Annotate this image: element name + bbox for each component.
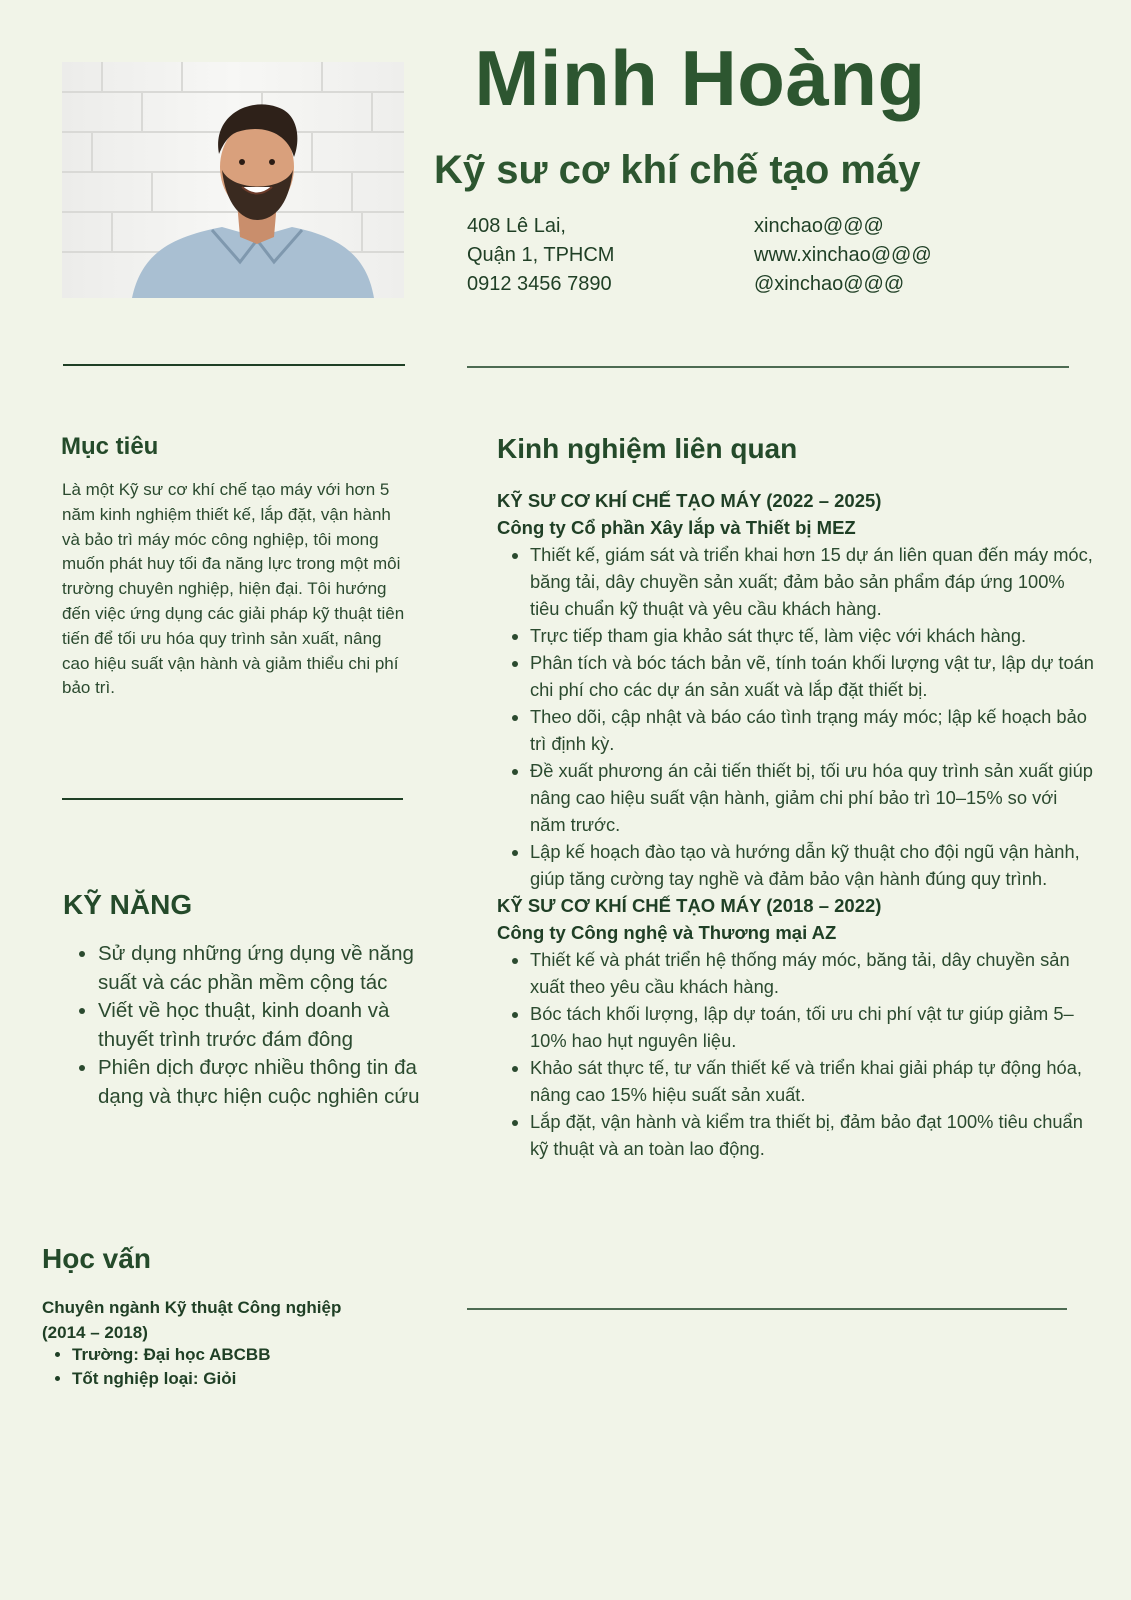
education-major: Chuyên ngành Kỹ thuật Công nghiệp (2014 – 2018) xyxy=(42,1298,342,1342)
list-item: • Đề xuất phương án cải tiến thiết bị, tối ưu hóa quy trình sản xuất giúp nâng cao hiệu suất vận hành, giảm chi phí bảo trì 10–15% so với năm trước. xyxy=(530,757,1097,838)
email: xinchao@@@ xyxy=(754,215,884,237)
objective-heading: Mục tiêu xyxy=(61,433,159,460)
job-company: Công ty Công nghệ và Thương mại AZ xyxy=(497,922,837,943)
list-item: • Viết về học thuật, kinh doanh và thuyết trình trước đám đông xyxy=(98,997,428,1054)
list-item: • Trực tiếp tham gia khảo sát thực tế, làm việc với khách hàng. xyxy=(530,622,1097,649)
job-position: KỸ SƯ CƠ KHÍ CHẾ TẠO MÁY (2018 – 2022) xyxy=(497,895,882,916)
website: www.xinchao@@@ xyxy=(754,244,932,266)
objective-text: Là một Kỹ sư cơ khí chế tạo máy với hơn 5 năm kinh nghiệm thiết kế, lắp đặt, vận hành và bảo trì máy móc công nghiệp, tôi mong muốn phát huy tối đa năng lực trong một môi trường chuyên nghiệp, hiện đại. Tôi hướng đến việc ứng dụng các giải pháp kỹ thuật tiên tiến để tối ưu hóa quy trình sản xuất, nâng cao hiệu suất vận hành và giảm thiểu chi phí bảo trì. xyxy=(62,480,405,698)
job-position: KỸ SƯ CƠ KHÍ CHẾ TẠO MÁY (2022 – 2025) xyxy=(497,490,882,511)
divider-left-top xyxy=(63,364,405,366)
job-duties xyxy=(497,946,1097,1162)
list-item: • Bóc tách khối lượng, lập dự toán, tối ưu chi phí vật tư giúp giảm 5–10% hao hụt nguyên liệu. xyxy=(530,1000,1097,1054)
social-handle: @xinchao@@@ xyxy=(754,273,905,295)
job-title: Kỹ sư cơ khí chế tạo máy xyxy=(434,148,921,192)
list-item: • Sử dụng những ứng dụng về năng suất và các phần mềm cộng tác xyxy=(98,940,428,997)
list-item: • Phân tích và bóc tách bản vẽ, tính toán khối lượng vật tư, lập dự toán chi phí cho các dự án sản xuất và lắp đặt thiết bị. xyxy=(530,649,1097,703)
address-line: 408 Lê Lai, xyxy=(467,215,566,237)
list-item: • Trường: Đại học ABCBB xyxy=(72,1343,271,1367)
list-item: • Phiên dịch được nhiều thông tin đa dạng và thực hiện cuộc nghiên cứu xyxy=(98,1054,428,1111)
list-item: • Khảo sát thực tế, tư vấn thiết kế và triển khai giải pháp tự động hóa, nâng cao 15% hiệu suất sản xuất. xyxy=(530,1054,1097,1108)
education-list xyxy=(50,1343,271,1391)
divider-right-top xyxy=(467,366,1069,368)
phone-number: 0912 3456 7890 xyxy=(467,273,612,295)
list-item: • Tốt nghiệp loại: Giỏi xyxy=(72,1367,271,1391)
contact-online xyxy=(754,212,932,299)
skills-heading: KỸ NĂNG xyxy=(63,889,193,920)
education-heading: Học vấn xyxy=(42,1243,151,1274)
list-item: • Theo dõi, cập nhật và báo cáo tình trạng máy móc; lập kế hoạch bảo trì định kỳ. xyxy=(530,703,1097,757)
candidate-name: Minh Hoàng xyxy=(474,34,926,122)
experience-heading: Kinh nghiệm liên quan xyxy=(497,433,798,464)
list-item: • Lập kế hoạch đào tạo và hướng dẫn kỹ thuật cho đội ngũ vận hành, giúp tăng cường tay nghề và đảm bảo vận hành đúng quy trình. xyxy=(530,838,1097,892)
list-item: • Thiết kế và phát triển hệ thống máy móc, băng tải, dây chuyền sản xuất theo yêu cầu khách hàng. xyxy=(530,946,1097,1000)
job-duties xyxy=(497,541,1097,892)
job-company: Công ty Cổ phần Xây lắp và Thiết bị MEZ xyxy=(497,517,856,538)
job-entry-1 xyxy=(497,487,1097,1162)
divider-right-bottom xyxy=(467,1308,1067,1310)
address-district: Quận 1, TPHCM xyxy=(467,244,615,266)
list-item: • Lắp đặt, vận hành và kiểm tra thiết bị, đảm bảo đạt 100% tiêu chuẩn kỹ thuật và an toàn lao động. xyxy=(530,1108,1097,1162)
profile-photo xyxy=(62,62,404,298)
divider-left-middle xyxy=(62,798,403,800)
contact-address xyxy=(467,212,614,299)
skills-list xyxy=(72,940,428,1111)
list-item: • Thiết kế, giám sát và triển khai hơn 15 dự án liên quan đến máy móc, băng tải, dây chuyền sản xuất; đảm bảo sản phẩm đáp ứng 100% tiêu chuẩn kỹ thuật và yêu cầu khách hàng. xyxy=(530,541,1097,622)
